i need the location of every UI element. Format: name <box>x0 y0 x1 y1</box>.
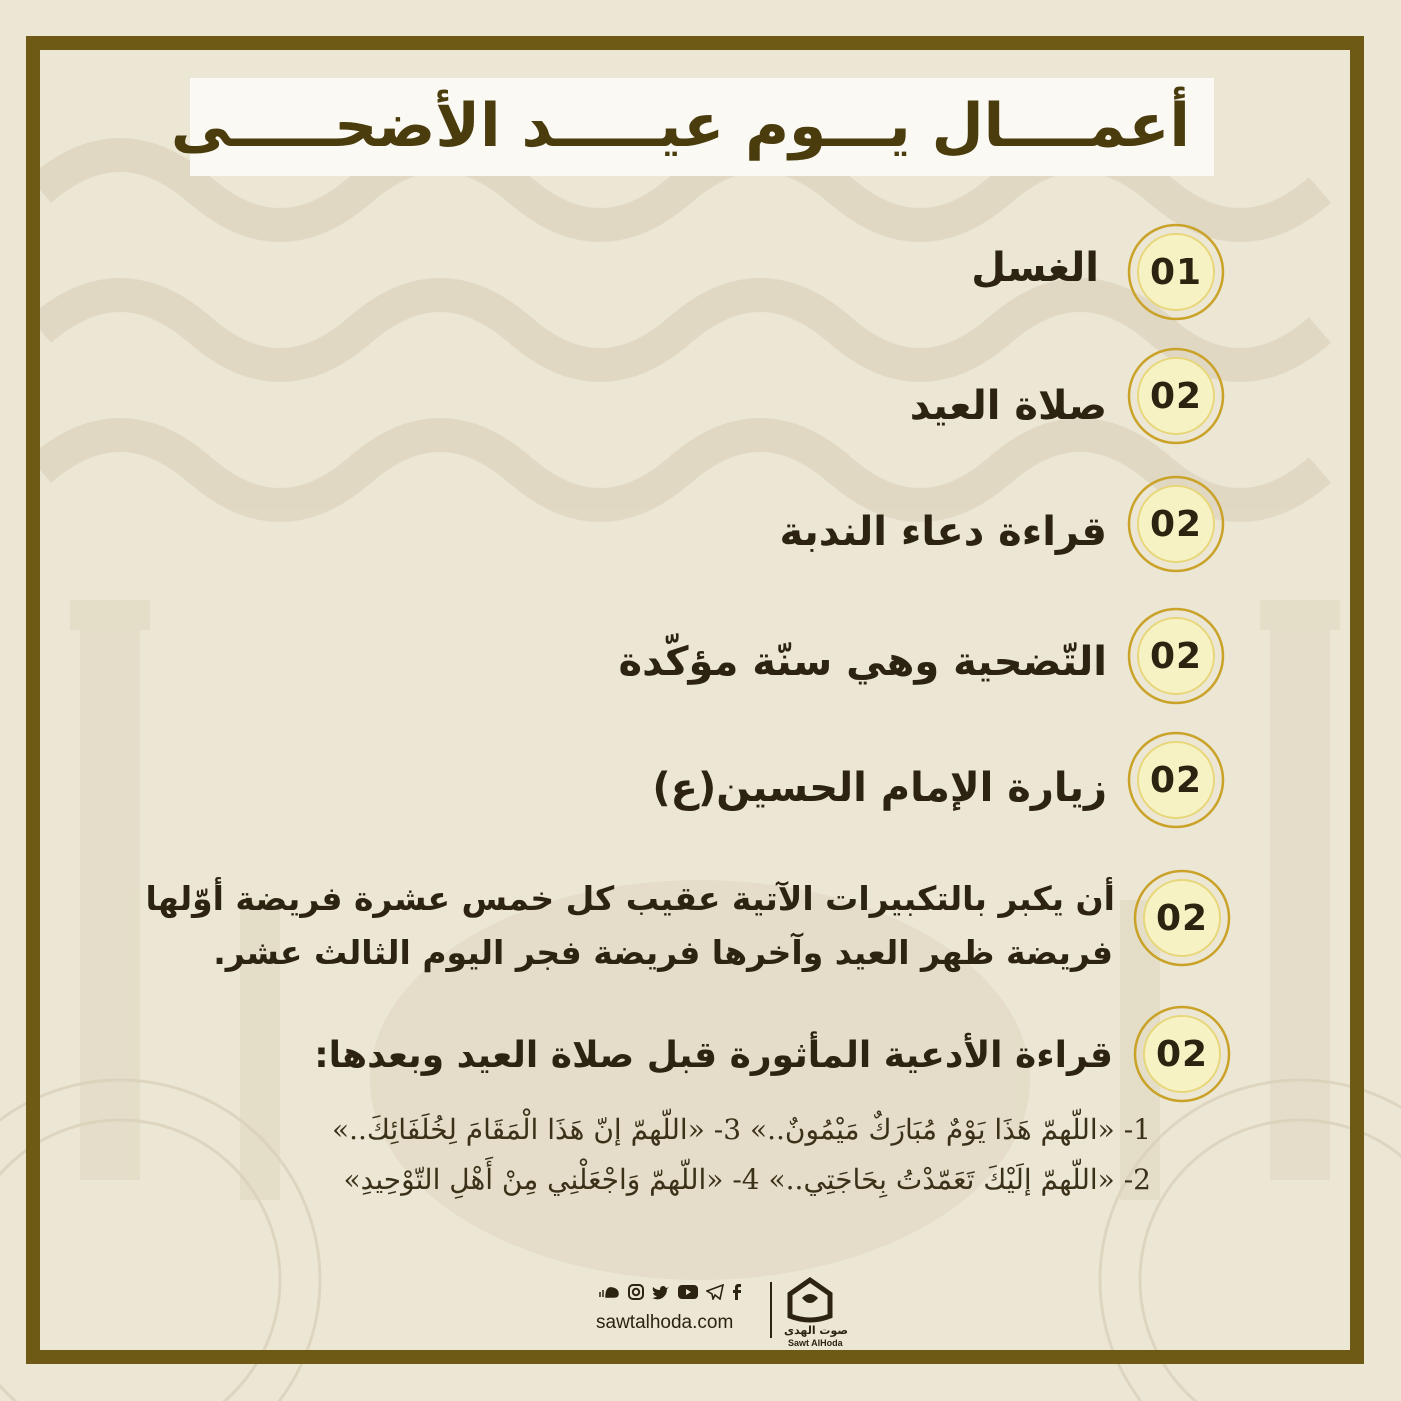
badge-number: 02 <box>1155 897 1209 939</box>
logo-latin: Sawt AlHoda <box>788 1338 843 1348</box>
badge-number: 01 <box>1149 251 1203 293</box>
badge-number: 02 <box>1149 759 1203 801</box>
number-badge <box>1126 474 1226 574</box>
youtube-icon[interactable] <box>678 1285 698 1299</box>
number-badge <box>1126 606 1226 706</box>
dua-line: 2- «اللّهمّ إلَيْكَ تَعَمّدْتُ بِحَاجَتِي..» 4- «اللّهمّ وَاجْعَلْنِي مِنْ أَهْلِ التّوْحِيدِ» <box>343 1163 1151 1196</box>
item-label-line: أن يكبر بالتكبيرات الآتية عقيب كل خمس عشرة فريضة أوّلها <box>145 879 1115 918</box>
footer-divider <box>770 1282 772 1338</box>
item-label: الغسل <box>971 245 1099 291</box>
badge-number: 02 <box>1149 635 1203 677</box>
dua-line: 1- «اللّهمّ هَذَا يَوْمٌ مُبَارَكٌ مَيْمُونٌ..» 3- «اللّهمّ إنّ هَذَا الْمَقَامَ لِخُلَفَائِكَ..» <box>331 1113 1151 1146</box>
item-label: قراءة الأدعية المأثورة قبل صلاة العيد وبعدها: <box>314 1035 1113 1076</box>
badge-number: 02 <box>1149 503 1203 545</box>
facebook-icon[interactable] <box>732 1284 742 1300</box>
number-badge <box>1132 1004 1232 1104</box>
logo-arabic: صوت الهدى <box>784 1324 849 1337</box>
badge-number: 02 <box>1155 1033 1209 1075</box>
website-url[interactable]: sawtalhoda.com <box>596 1312 734 1333</box>
item-label: زيارة الإمام الحسين(ع) <box>652 765 1107 811</box>
number-badge <box>1126 730 1226 830</box>
badge-number: 02 <box>1149 375 1203 417</box>
social-icons <box>596 1284 742 1300</box>
number-badge <box>1126 222 1226 322</box>
item-label: التّضحية وهي سنّة مؤكّدة <box>618 639 1107 685</box>
item-label: صلاة العيد <box>909 383 1107 429</box>
sawtalhoda-logo-icon <box>780 1276 840 1326</box>
title-box <box>170 78 1214 176</box>
soundcloud-icon[interactable] <box>596 1285 620 1299</box>
telegram-icon[interactable] <box>706 1284 724 1300</box>
page-title: أعمــــال يـــوم عيـــــد الأضحـــــى <box>170 91 1190 161</box>
twitter-icon[interactable] <box>652 1285 670 1300</box>
number-badge <box>1126 346 1226 446</box>
number-badge <box>1132 868 1232 968</box>
item-label-line: فريضة ظهر العيد وآخرها فريضة فجر اليوم الثالث عشر. <box>213 933 1113 972</box>
instagram-icon[interactable] <box>628 1284 644 1300</box>
item-label: قراءة دعاء الندبة <box>779 509 1107 555</box>
